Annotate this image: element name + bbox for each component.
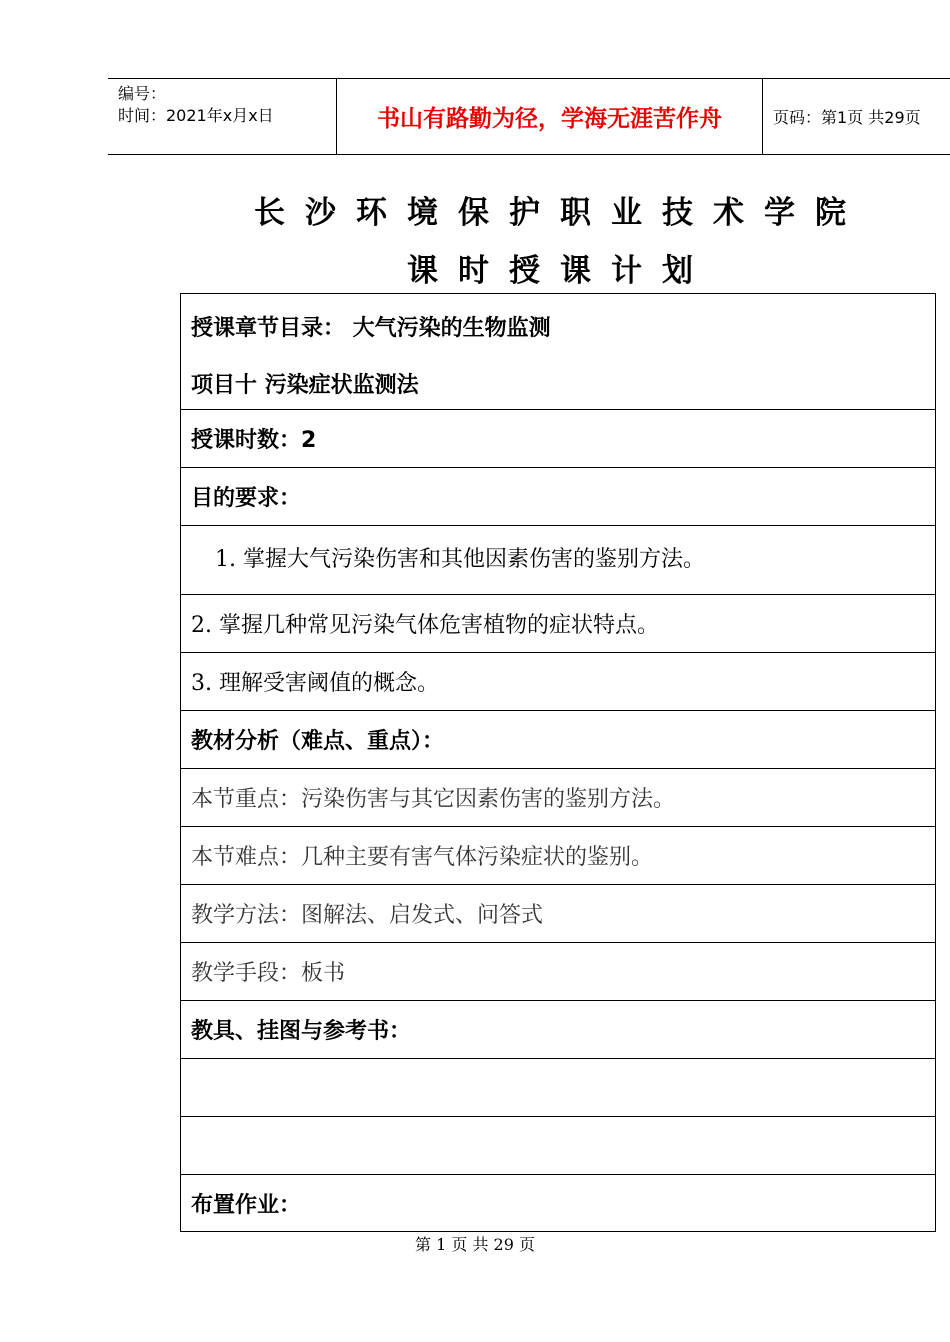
chapter-row (181, 294, 935, 409)
page-info: 页码：第1页 共29页 (773, 108, 921, 127)
chapter-text: 授课章节目录： 大气污染的生物监测 (191, 316, 551, 341)
empty-row (181, 1116, 935, 1174)
number-label: 编号： (118, 84, 167, 103)
materials-heading: 教具、挂图与参考书： (181, 1000, 935, 1058)
teaching-means: 教学手段：板书 (181, 942, 935, 1000)
key-point: 本节重点：污染伤害与其它因素伤害的鉴别方法。 (181, 768, 935, 826)
hours-row: 授课时数：2 (181, 409, 935, 467)
time-label: 时间：2021年x月x日 (118, 106, 274, 125)
goal-1: 1. 掌握大气污染伤害和其他因素伤害的鉴别方法。 (181, 525, 935, 594)
goals-heading: 目的要求： (181, 467, 935, 525)
header-meta (108, 79, 337, 154)
empty-row (181, 1058, 935, 1116)
analysis-heading: 教材分析（难点、重点）： (181, 710, 935, 768)
difficulty: 本节难点：几种主要有害气体污染症状的鉴别。 (181, 826, 935, 884)
homework-heading: 布置作业： (181, 1174, 935, 1231)
motto: 书山有路勤为径，学海无涯苦作舟 (337, 79, 763, 154)
goal-2: 2. 掌握几种常见污染气体危害植物的症状特点。 (181, 594, 935, 652)
document-header (108, 78, 950, 155)
page-footer: 第 1 页 共 29 页 (415, 1235, 535, 1254)
teaching-method: 教学方法：图解法、启发式、问答式 (181, 884, 935, 942)
goal-3: 3. 理解受害阈值的概念。 (181, 652, 935, 710)
lesson-plan-table (180, 293, 936, 1232)
doc-title: 课时授课计划 (407, 253, 713, 289)
school-title: 长沙环境保护职业技术学院 (254, 195, 866, 231)
project-text: 项目十 污染症状监测法 (191, 373, 419, 398)
